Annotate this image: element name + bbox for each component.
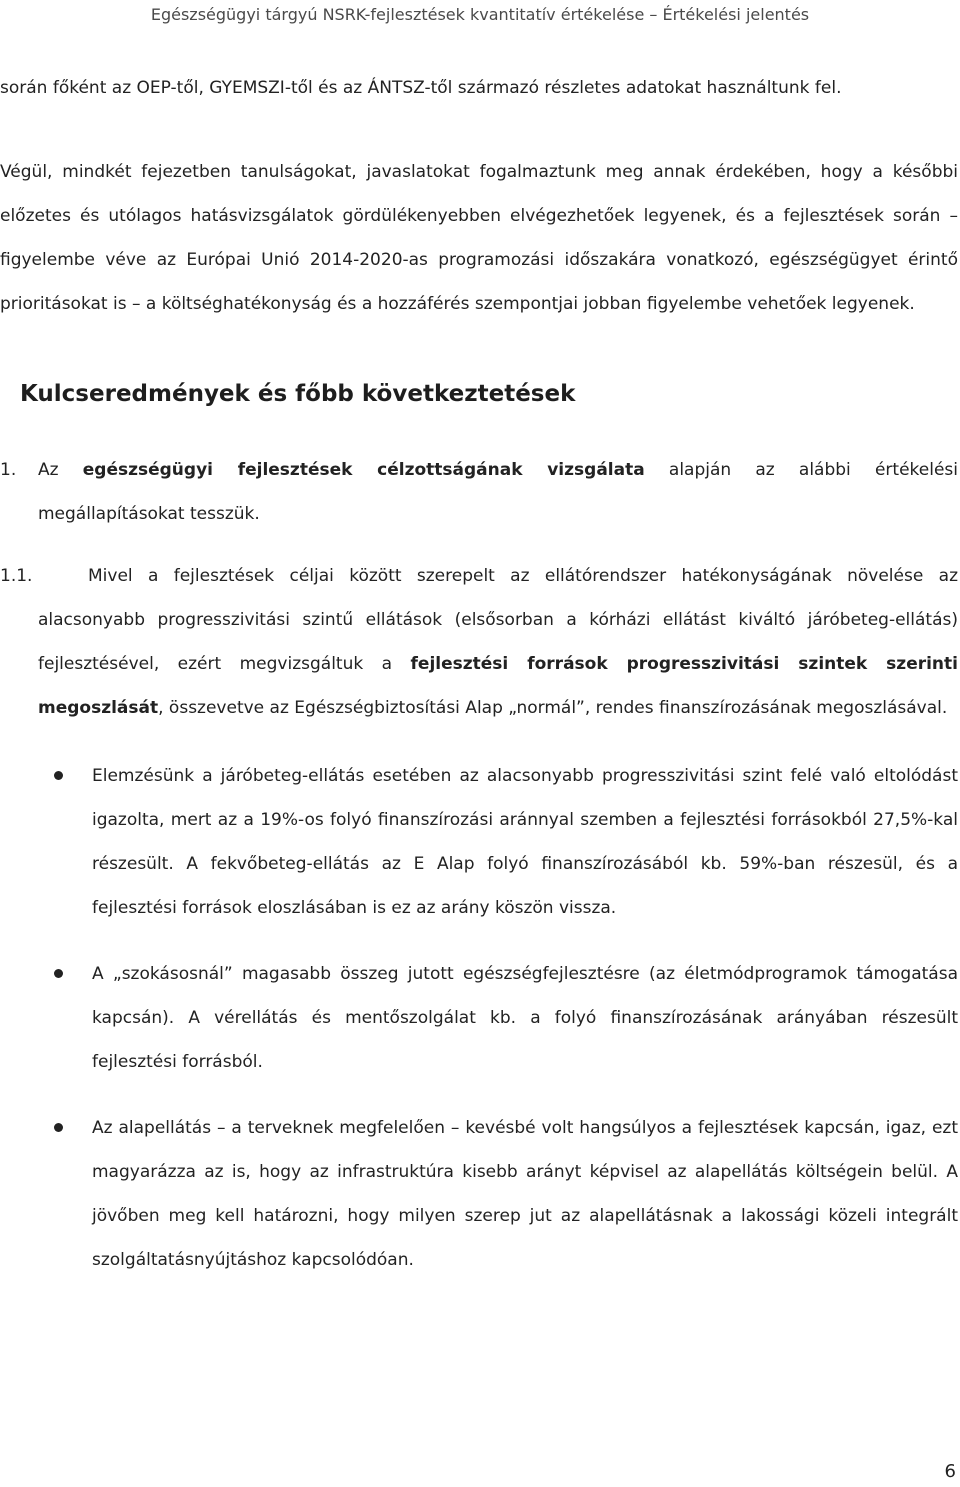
- item-1-text-after: alapján az alábbi értékelési megállapításokat tesszük.: [38, 460, 958, 524]
- item-1-number: 1.: [0, 460, 17, 480]
- bullet-text: Az alapellátás – a terveknek megfelelően – kevésbé volt hangsúlyos a fejlesztések kapcsán, igaz, ezt magyarázza az is, hogy az infrastruktúra kisebb arányt képvisel az alapellátás költségein belül. A jövőben meg kell határozni, hogy milyen szerep jut az alapellátásnak a lakossági közeli integrált szolgáltatásnyújtáshoz kapcsolódóan.: [92, 1118, 958, 1270]
- numbered-item-1: [0, 448, 958, 536]
- findings-bullet-list: [0, 754, 958, 1282]
- item-1-1-bold-text: fejlesztési források progresszivitási szintek szerinti megoszlását: [38, 654, 958, 718]
- bullet-text: Elemzésünk a járóbeteg-ellátás esetében az alacsonyabb progresszivitási szint felé való eltolódást igazolta, mert az a 19%-os folyó finanszírozási aránnyal szemben a fejlesztési forrásokból 27,5%-kal részesült. A fekvőbeteg-ellátás az E Alap folyó finanszírozásából kb. 59%-ban részesül, és a fejlesztési források eloszlásában is ez az arány köszön vissza.: [92, 766, 958, 918]
- running-header: Egészségügyi tárgyú NSRK-fejlesztések kvantitatív értékelése – Értékelési jelentés: [150, 5, 810, 24]
- bullet-item: [0, 952, 958, 1084]
- item-1-1-text-part1: Mivel a fejlesztések céljai között szerepelt az ellátórendszer hatékonyságának növelése az alacsonyabb progresszivitási szintű ellátások (elsősorban a kórházi ellátást kiváltó járóbeteg-ellátás) fejlesztésével, ezért megvizsgáltuk a: [38, 566, 958, 674]
- intro-paragraph: során főként az OEP-től, GYEMSZI-től és az ÁNTSZ-től származó részletes adatokat használtunk fel.: [0, 78, 842, 98]
- bullet-icon: [54, 1123, 63, 1132]
- conclusion-paragraph: Végül, mindkét fejezetben tanulságokat, javaslatokat fogalmaztunk meg annak érdekében, hogy a későbbi előzetes és utólagos hatásvizsgálatok gördülékenyebben elvégezhetőek legyenek, és a fejlesztések során – figyelembe véve az Európai Unió 2014-2020-as programozási időszakára vonatkozó, egészségügyet érintő prioritásokat is – a költséghatékonyság és a hozzáférés szempontjai jobban figyelembe vehetőek legyenek.: [0, 162, 958, 314]
- bullet-item: [0, 754, 958, 930]
- bullet-icon: [54, 969, 63, 978]
- page-number: 6: [944, 1461, 956, 1482]
- item-1-1-text-part2: , összevetve az Egészségbiztosítási Alap „normál”, rendes finanszírozásának megoszlásával.: [158, 698, 948, 718]
- item-1-text-before: Az: [38, 460, 83, 480]
- numbered-item-1-1: [0, 554, 958, 730]
- item-1-bold-text: egészségügyi fejlesztések célzottságának vizsgálata: [82, 460, 645, 480]
- bullet-icon: [54, 771, 63, 780]
- bullet-item: [0, 1106, 958, 1282]
- section-heading: Kulcseredmények és főbb következtetések: [20, 381, 576, 407]
- bullet-text: A „szokásosnál” magasabb összeg jutott egészségfejlesztésre (az életmódprogramok támogatása kapcsán). A vérellátás és mentőszolgálat kb. a folyó finanszírozásának arányában részesült fejlesztési forrásból.: [92, 964, 958, 1072]
- item-1-1-number: 1.1.: [0, 566, 33, 586]
- document-body: [0, 66, 958, 1304]
